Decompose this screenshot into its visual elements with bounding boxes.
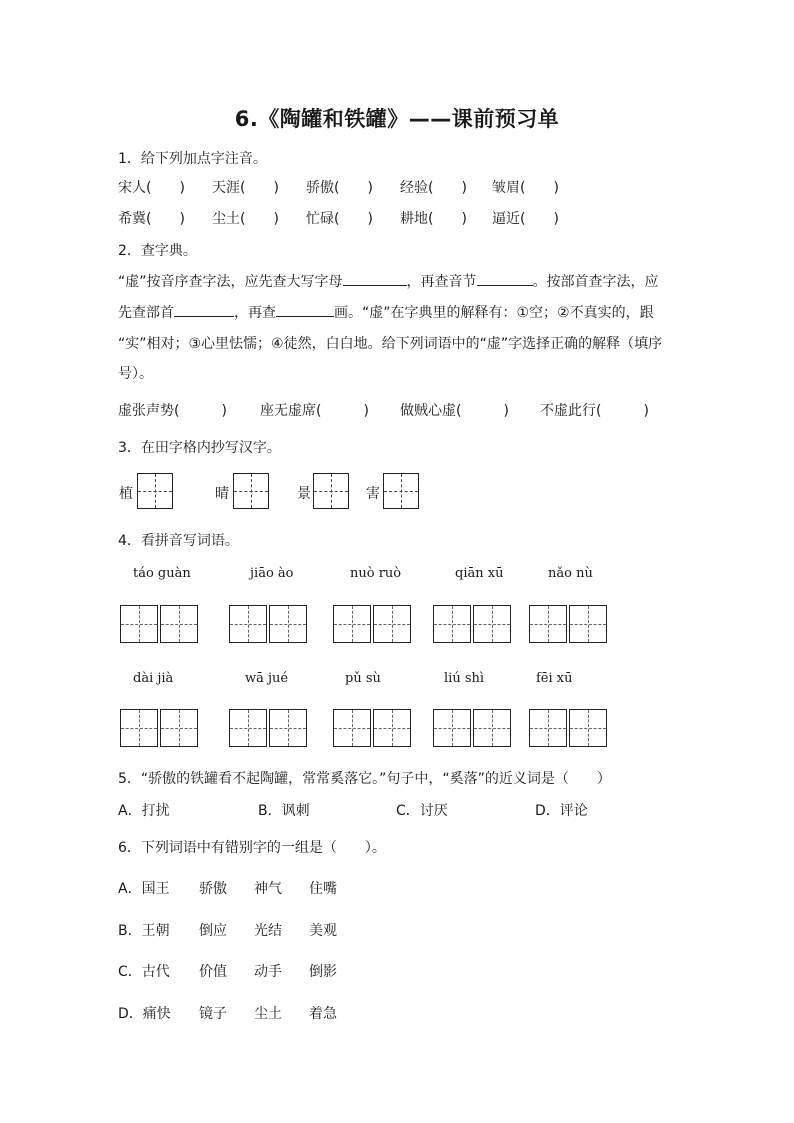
answer-box-pair[interactable] xyxy=(120,709,198,747)
q6-word: 倒影 xyxy=(309,964,337,980)
q6-word: 尘土 xyxy=(254,1006,282,1022)
q2-item: 虚张声势( ) xyxy=(118,403,227,419)
q5-option-c[interactable]: C．讨厌 xyxy=(396,803,448,819)
q2-line-3: “实”相对；③心里怯懦；④徒然，白白地。给下列词语中的“虚”字选择正确的解释（填序 xyxy=(118,336,663,352)
q6-word: 美观 xyxy=(309,923,337,939)
answer-cell[interactable] xyxy=(433,605,471,643)
question-2-prompt: 2．查字典。 xyxy=(118,243,197,259)
q1-item: 希冀( ) xyxy=(118,211,185,227)
q6-word: 神气 xyxy=(254,881,282,897)
q1-item: 忙碌( ) xyxy=(306,211,373,227)
answer-cell[interactable] xyxy=(569,605,607,643)
answer-cell[interactable] xyxy=(373,605,411,643)
q6-option-b[interactable]: B．王朝 xyxy=(118,923,170,939)
tianzige-box[interactable] xyxy=(313,473,349,509)
q1-item: 耕地( ) xyxy=(400,211,467,227)
q1-item: 尘土( ) xyxy=(212,211,279,227)
answer-cell[interactable] xyxy=(160,709,198,747)
answer-cell[interactable] xyxy=(529,605,567,643)
q2-line-4: 号）。 xyxy=(118,366,153,382)
q6-word: 价值 xyxy=(199,964,227,980)
q5-option-d[interactable]: D．评论 xyxy=(535,803,588,819)
answer-blank[interactable] xyxy=(477,271,533,286)
pinyin: jiāo ào xyxy=(250,566,294,581)
q2-item: 座无虚席( ) xyxy=(260,403,369,419)
answer-cell[interactable] xyxy=(473,605,511,643)
q1-item: 宋人( ) xyxy=(118,180,185,196)
answer-box-pair[interactable] xyxy=(529,709,607,747)
pinyin: nǎo nù xyxy=(548,566,593,581)
answer-cell[interactable] xyxy=(269,605,307,643)
q6-word: 骄傲 xyxy=(199,881,227,897)
pinyin: wā jué xyxy=(245,671,289,686)
answer-cell[interactable] xyxy=(473,709,511,747)
q6-word: 着急 xyxy=(309,1006,337,1022)
answer-blank[interactable] xyxy=(343,271,407,286)
answer-cell[interactable] xyxy=(569,709,607,747)
answer-cell[interactable] xyxy=(529,709,567,747)
copy-char: 植 xyxy=(119,486,133,502)
q2-item: 做贼心虚( ) xyxy=(400,403,509,419)
q6-word: 动手 xyxy=(254,964,282,980)
q6-word: 光结 xyxy=(254,923,282,939)
q1-item: 皱眉( ) xyxy=(492,180,559,196)
answer-cell[interactable] xyxy=(433,709,471,747)
page-title: 6.《陶罐和铁罐》——课前预习单 xyxy=(234,107,560,131)
q6-word: 倒应 xyxy=(199,923,227,939)
copy-char: 晴 xyxy=(215,486,229,502)
tianzige-box[interactable] xyxy=(233,473,269,509)
pinyin: nuò ruò xyxy=(350,566,402,581)
q1-item: 天涯( ) xyxy=(212,180,279,196)
question-3-prompt: 3．在田字格内抄写汉字。 xyxy=(118,440,281,456)
answer-box-pair[interactable] xyxy=(229,605,307,643)
copy-char: 景 xyxy=(297,486,311,502)
answer-blank[interactable] xyxy=(174,302,234,317)
q2-line-1: “虚”按音序查字法，应先查大写字母 ，再查音节 。按部首查字法，应 xyxy=(118,271,659,291)
answer-cell[interactable] xyxy=(333,605,371,643)
answer-cell[interactable] xyxy=(120,709,158,747)
q6-word: 住嘴 xyxy=(309,881,337,897)
q5-option-a[interactable]: A．打扰 xyxy=(118,803,170,819)
question-1-prompt: 1．给下列加点字注音。 xyxy=(118,151,267,167)
answer-cell[interactable] xyxy=(120,605,158,643)
answer-cell[interactable] xyxy=(333,709,371,747)
answer-box-pair[interactable] xyxy=(333,709,411,747)
q6-option-d[interactable]: D．痛快 xyxy=(118,1006,171,1022)
question-4-prompt: 4．看拼音写词语。 xyxy=(118,533,239,549)
answer-cell[interactable] xyxy=(229,709,267,747)
answer-cell[interactable] xyxy=(160,605,198,643)
answer-box-pair[interactable] xyxy=(120,605,198,643)
answer-box-pair[interactable] xyxy=(529,605,607,643)
q1-item: 逼近( ) xyxy=(492,211,559,227)
answer-blank[interactable] xyxy=(276,302,334,317)
q1-item: 骄傲( ) xyxy=(306,180,373,196)
q2-line-2: 先查部首 ，再查 画。“虚”在字典里的解释有：①空；②不真实的，跟 xyxy=(118,302,654,322)
answer-box-pair[interactable] xyxy=(229,709,307,747)
q6-word: 镜子 xyxy=(199,1006,227,1022)
answer-box-pair[interactable] xyxy=(333,605,411,643)
q2-item: 不虚此行( ) xyxy=(540,403,649,419)
tianzige-box[interactable] xyxy=(383,473,419,509)
q6-option-c[interactable]: C．古代 xyxy=(118,964,170,980)
question-5-prompt: 5．“骄傲的铁罐看不起陶罐，常常奚落它。”句子中，“奚落”的近义词是（ ） xyxy=(118,771,611,787)
copy-char: 害 xyxy=(366,486,380,502)
q6-option-a[interactable]: A．国王 xyxy=(118,881,170,897)
pinyin: fēi xū xyxy=(536,671,573,686)
tianzige-box[interactable] xyxy=(137,473,173,509)
answer-box-pair[interactable] xyxy=(433,709,511,747)
pinyin: pǔ sù xyxy=(345,671,381,686)
pinyin: qiān xū xyxy=(455,566,504,581)
answer-cell[interactable] xyxy=(269,709,307,747)
answer-box-pair[interactable] xyxy=(433,605,511,643)
q1-item: 经验( ) xyxy=(400,180,467,196)
answer-cell[interactable] xyxy=(373,709,411,747)
pinyin: dài jià xyxy=(133,671,174,686)
q5-option-b[interactable]: B．讽刺 xyxy=(258,803,310,819)
pinyin: táo guàn xyxy=(133,566,191,581)
pinyin: liú shì xyxy=(444,671,485,686)
question-6-prompt: 6．下列词语中有错别字的一组是（ ）。 xyxy=(118,840,386,856)
answer-cell[interactable] xyxy=(229,605,267,643)
